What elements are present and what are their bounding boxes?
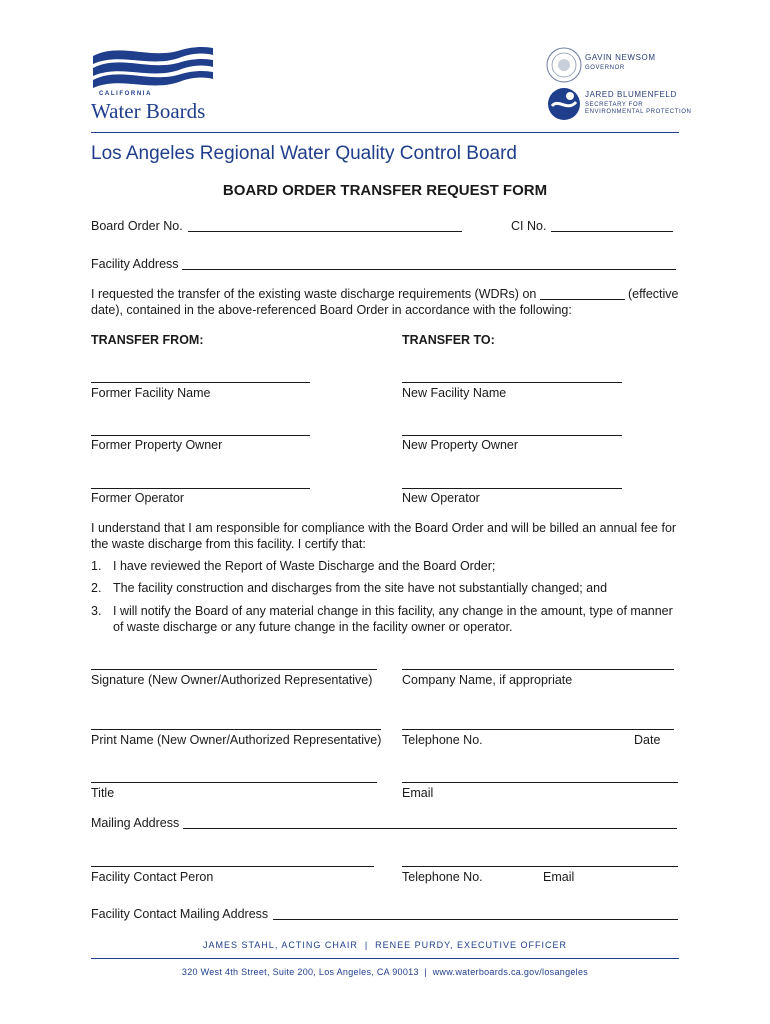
new-facility-label: New Facility Name	[402, 386, 507, 400]
former-owner-input[interactable]	[91, 435, 310, 436]
new-owner-input[interactable]	[402, 435, 622, 436]
board-order-input[interactable]	[188, 231, 462, 232]
contact-telephone-label: Telephone No.	[402, 870, 483, 884]
company-label: Company Name, if appropriate	[402, 673, 573, 687]
email-input[interactable]	[402, 782, 678, 783]
governor-name: GAVIN NEWSOM	[585, 53, 656, 62]
certify-item-3-cont: of waste discharge or any future change in the facility owner or operator.	[113, 620, 513, 634]
ci-input[interactable]	[551, 231, 673, 232]
facility-address-label: Facility Address	[91, 257, 179, 271]
footer-address: 320 West 4th Street, Suite 200, Los Angeles, CA 90013 | www.waterboards.ca.gov/losangeles	[181, 967, 589, 977]
secretary-title-1: SECRETARY FOR	[585, 102, 644, 108]
former-operator-input[interactable]	[91, 488, 310, 489]
secretary-name: JARED BLUMENFELD	[585, 90, 677, 99]
form-title: BOARD ORDER TRANSFER REQUEST FORM	[222, 182, 548, 199]
telephone-label: Telephone No.	[402, 733, 483, 747]
certify-line1: I understand that I am responsible for compliance with the Board Order and will be billed an annual fee for	[91, 521, 677, 535]
ci-label: CI No.	[511, 219, 547, 233]
mailing-address-label: Mailing Address	[91, 816, 180, 830]
contact-phone-email-input[interactable]	[402, 866, 678, 867]
new-owner-label: New Property Owner	[402, 438, 519, 452]
former-owner-label: Former Property Owner	[91, 438, 223, 452]
footer-officers: JAMES STAHL, ACTING CHAIR | RENEE PURDY, EXECUTIVE OFFICER	[202, 940, 568, 950]
title-label: Title	[91, 786, 115, 800]
print-name-label: Print Name (New Owner/Authorized Representative)	[91, 733, 382, 747]
logo-name-text: Water Boards	[91, 99, 206, 123]
facility-contact-label: Facility Contact Peron	[91, 870, 214, 884]
transfer-paragraph-line1b: (effective	[628, 287, 679, 301]
facility-contact-input[interactable]	[91, 866, 374, 867]
new-operator-label: New Operator	[402, 491, 480, 505]
certify-item-1: I have reviewed the Report of Waste Discharge and the Board Order;	[113, 559, 496, 573]
print-name-input[interactable]	[91, 729, 381, 730]
certify-item-3-num: 3.	[91, 604, 102, 618]
logo-state-text: CALIFORNIA	[99, 91, 152, 97]
transfer-paragraph-line1a: I requested the transfer of the existing waste discharge requirements (WDRs) on	[91, 287, 537, 301]
signature-label: Signature (New Owner/Authorized Representative)	[91, 673, 373, 687]
former-facility-label: Former Facility Name	[91, 386, 211, 400]
transfer-to-heading: TRANSFER TO:	[402, 333, 495, 347]
facility-contact-mailing-input[interactable]	[273, 919, 678, 920]
date-label: Date	[634, 733, 661, 747]
facility-contact-mailing-label: Facility Contact Mailing Address	[91, 907, 269, 921]
certify-item-2-num: 2.	[91, 581, 102, 595]
new-facility-input[interactable]	[402, 382, 622, 383]
certify-item-2: The facility construction and discharges from the site have not substantially changed; and	[113, 581, 608, 595]
transfer-from-heading: TRANSFER FROM:	[91, 333, 204, 347]
title-input[interactable]	[91, 782, 377, 783]
former-operator-label: Former Operator	[91, 491, 185, 505]
transfer-paragraph-line2: date), contained in the above-referenced Board Order in accordance with the following:	[91, 303, 572, 317]
company-input[interactable]	[402, 669, 674, 670]
calepa-logo-icon	[546, 86, 582, 122]
secretary-title-2: ENVIRONMENTAL PROTECTION	[585, 109, 692, 115]
governor-title: GOVERNOR	[585, 65, 625, 71]
water-boards-logo	[91, 46, 216, 124]
board-name: Los Angeles Regional Water Quality Control Board	[91, 143, 517, 164]
telephone-date-input[interactable]	[402, 729, 674, 730]
header-divider	[91, 132, 679, 133]
contact-email-label: Email	[543, 870, 575, 884]
certify-item-3: I will notify the Board of any material change in this facility, any change in the amount, type of manner	[113, 604, 673, 618]
governor-seal-icon	[546, 47, 582, 83]
certify-line2: the waste discharge from this facility. I certify that:	[91, 537, 366, 551]
facility-address-input[interactable]	[182, 269, 676, 270]
footer-divider	[91, 958, 679, 959]
new-operator-input[interactable]	[402, 488, 622, 489]
signature-input[interactable]	[91, 669, 377, 670]
email-label: Email	[402, 786, 434, 800]
effective-date-input[interactable]	[540, 299, 625, 300]
certify-item-1-num: 1.	[91, 559, 102, 573]
former-facility-input[interactable]	[91, 382, 310, 383]
board-order-label: Board Order No.	[91, 219, 183, 233]
mailing-address-input[interactable]	[183, 828, 677, 829]
wave-logo-icon	[91, 46, 216, 94]
